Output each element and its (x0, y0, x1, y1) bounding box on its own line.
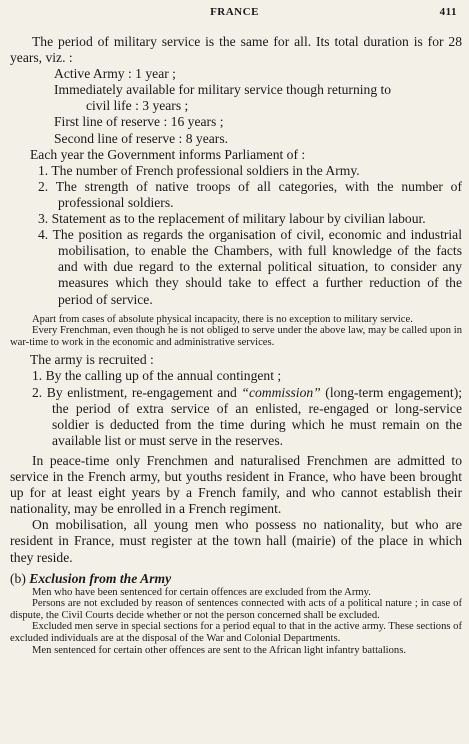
parliament-list (10, 163, 462, 308)
section-heading (10, 570, 462, 587)
recruit-item-italic: “commission” (241, 384, 321, 400)
page-number: 411 (439, 6, 457, 18)
parliament-intro: Each year the Government informs Parliament of : (30, 146, 306, 162)
note-paragraph: Apart from cases of absolute physical incapacity, there is no exception to military service. (32, 313, 413, 325)
footnotes-service (10, 314, 462, 349)
section-title: Exclusion from the Army (29, 570, 172, 586)
parliament-item: 1. The number of French professional soldiers in the Army. (38, 162, 360, 178)
header-title: FRANCE (210, 6, 259, 18)
peacetime-paragraph: In peace-time only Frenchmen and naturalised Frenchmen are admitted to service in the French army, but youths resident in France, who have been brought up for at least eight years by a French family, and who cannot establish their nationality, may be enrolled in a French regiment. (10, 452, 462, 517)
note-paragraph: Excluded men serve in special sections for a period equal to that in the active army. These sections of excluded individuals are at the disposal of the War and Colonial Departments. (10, 621, 462, 644)
intro-paragraph: The period of military service is the same for all. Its total duration is for 28 years, viz. : (10, 34, 462, 66)
service-period-item: Active Army : 1 year ; (54, 66, 176, 82)
recruit-intro: The army is recruited : (30, 352, 154, 368)
recruit-item: 1. By the calling up of the annual contingent ; (32, 368, 282, 384)
parliament-item: 4. The position as regards the organisation of civil, economic and industrial mobilisation, to enable the Chambers, with full knowledge of the facts and with due regard to the external political situation, to consider any measures which they should take to effect a further reduction of the period of service. (38, 227, 462, 307)
note-paragraph: Persons are not excluded by reason of sentences connected with acts of a political nature ; in case of dispute, the Civil Courts decide whether or not the person concerned shall be excluded. (10, 598, 462, 621)
footnotes-exclusion (10, 587, 462, 657)
note-paragraph: Men who have been sentenced for certain offences are excluded from the Army. (32, 586, 371, 598)
page-content (10, 34, 462, 656)
running-header (0, 6, 469, 24)
service-period-item: Second line of reserve : 8 years. (54, 130, 229, 146)
recruit-item-text: (long-term engagement); the period of extra service of an enlisted, re-engaged or long-service soldier is deducted from the time during which he must remain on the available list or must serve in the reserves. (52, 384, 462, 448)
service-period-item: First line of reserve : 16 years ; (54, 114, 224, 130)
parliament-item: 2. The strength of native troops of all categories, with the number of professional soldiers. (38, 178, 462, 210)
recruit-item-text: 2. By enlistment, re-engagement and (32, 384, 242, 400)
note-paragraph: Every Frenchman, even though he is not obliged to serve under the above law, may be called upon in war-time to work in the economic and administrative services. (10, 325, 462, 348)
section-label: (b) (10, 570, 26, 586)
service-periods-list (10, 66, 462, 146)
mobilisation-paragraph: On mobilisation, all young men who possess no nationality, but who are resident in France, must register at the town hall (mairie) of the place in which they reside. (10, 517, 462, 565)
note-paragraph: Men sentenced for certain other offences are sent to the African light infantry battalions. (32, 644, 406, 656)
recruit-item (10, 385, 462, 449)
service-period-item: civil life : 3 years ; (86, 98, 189, 114)
service-period-item: Immediately available for military service though returning to (54, 82, 392, 98)
parliament-item: 3. Statement as to the replacement of military labour by civilian labour. (38, 211, 426, 227)
